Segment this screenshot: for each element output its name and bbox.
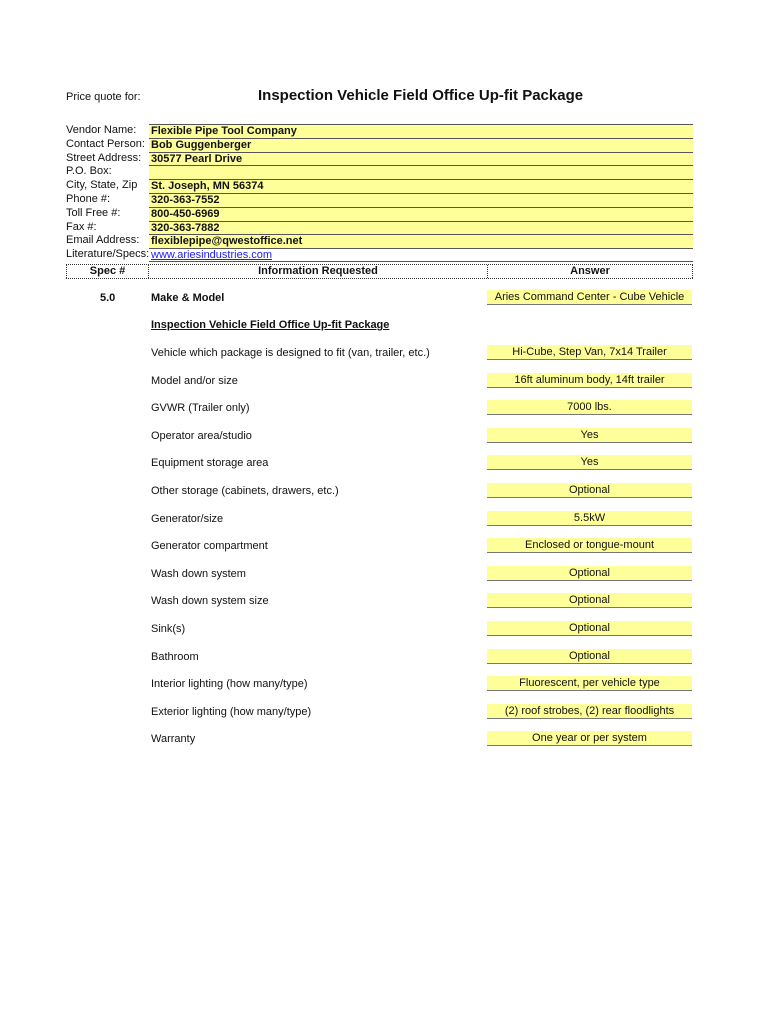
answer-column-header: Answer (488, 265, 693, 278)
vendor-row-city (66, 179, 693, 193)
item-answer-field[interactable]: Optional (487, 621, 692, 636)
fax-field[interactable]: 320-363-7882 (149, 221, 693, 235)
make-model-answer[interactable]: Aries Command Center - Cube Vehicle (487, 290, 692, 305)
table-header-row (66, 264, 693, 279)
item-answer-field[interactable]: 16ft aluminum body, 14ft trailer (487, 373, 692, 388)
list-item (0, 366, 770, 394)
list-item (0, 504, 770, 532)
item-answer-field[interactable]: Fluorescent, per vehicle type (487, 676, 692, 691)
vendor-row-literature (66, 248, 693, 262)
info-column-header: Information Requested (149, 265, 488, 278)
vendor-name-label: Vendor Name: (66, 124, 137, 136)
vendor-row-pobox (66, 165, 693, 179)
item-answer-field[interactable]: Optional (487, 593, 692, 608)
item-label: Other storage (cabinets, drawers, etc.) (151, 484, 339, 497)
section-title: Inspection Vehicle Field Office Up-fit Package (151, 319, 390, 331)
list-item (0, 724, 770, 752)
spec-column-header: Spec # (66, 265, 149, 278)
list-item (0, 559, 770, 587)
list-item (0, 338, 770, 366)
vendor-row-tollfree (66, 207, 693, 221)
item-label: Vehicle which package is designed to fit (van, trailer, etc.) (151, 347, 430, 359)
item-label: Operator area/studio (151, 429, 252, 442)
item-answer-field[interactable]: Optional (487, 566, 692, 581)
list-item (0, 393, 770, 421)
make-model-label: Make & Model (151, 292, 225, 304)
item-answer-field[interactable]: (2) roof strobes, (2) rear floodlights (487, 704, 692, 719)
price-quote-label: Price quote for: (66, 91, 141, 103)
item-answer-field[interactable]: Optional (487, 649, 692, 664)
item-answer-field[interactable]: 7000 lbs. (487, 400, 692, 415)
list-item (0, 642, 770, 670)
item-label: GVWR (Trailer only) (151, 402, 250, 415)
item-label: Equipment storage area (151, 457, 269, 470)
list-item (0, 421, 770, 449)
item-label: Generator compartment (151, 540, 268, 553)
vendor-info-table (66, 124, 693, 262)
vendor-row-email (66, 234, 693, 248)
requirements-list (0, 338, 770, 752)
street-address-label: Street Address: (66, 151, 142, 164)
item-label: Sink(s) (151, 622, 186, 635)
item-label: Exterior lighting (how many/type) (151, 705, 312, 718)
toll-free-label: Toll Free #: (66, 206, 121, 219)
list-item (0, 697, 770, 725)
fax-label: Fax #: (66, 220, 97, 233)
email-label: Email Address: (66, 234, 140, 247)
vendor-name-field[interactable]: Flexible Pipe Tool Company (149, 124, 693, 138)
item-label: Wash down system (151, 567, 246, 580)
city-state-zip-field[interactable]: St. Joseph, MN 56374 (149, 179, 693, 193)
literature-link[interactable]: www.ariesindustries.com (149, 248, 693, 262)
list-item (0, 586, 770, 614)
list-item (0, 614, 770, 642)
vendor-row-contact (66, 138, 693, 152)
item-label: Generator/size (151, 512, 224, 525)
po-box-field[interactable] (149, 165, 693, 179)
item-answer-field[interactable]: One year or per system (487, 731, 692, 746)
document-title: Inspection Vehicle Field Office Up-fit Package (258, 87, 584, 104)
list-item (0, 669, 770, 697)
literature-label: Literature/Specs: (66, 248, 150, 261)
toll-free-field[interactable]: 800-450-6969 (149, 207, 693, 221)
item-answer-field[interactable]: Yes (487, 428, 692, 443)
city-state-zip-label: City, State, Zip (66, 179, 138, 192)
list-item (0, 448, 770, 476)
email-field[interactable]: flexiblepipe@qwestoffice.net (149, 234, 693, 248)
item-answer-field[interactable]: Optional (487, 483, 692, 498)
item-label: Warranty (151, 733, 196, 746)
spec-number: 5.0 (100, 292, 116, 304)
contact-person-label: Contact Person: (66, 137, 145, 150)
street-address-field[interactable]: 30577 Pearl Drive (149, 152, 693, 166)
contact-person-field[interactable]: Bob Guggenberger (149, 138, 693, 152)
phone-label: Phone #: (66, 192, 111, 205)
vendor-row-name (66, 124, 693, 138)
item-label: Model and/or size (151, 374, 238, 387)
list-item (0, 531, 770, 559)
vendor-row-fax (66, 221, 693, 235)
item-label: Interior lighting (how many/type) (151, 678, 308, 691)
item-answer-field[interactable]: Hi-Cube, Step Van, 7x14 Trailer (487, 345, 692, 360)
list-item (0, 476, 770, 504)
item-label: Bathroom (151, 650, 199, 663)
phone-field[interactable]: 320-363-7552 (149, 193, 693, 207)
item-label: Wash down system size (151, 595, 269, 608)
item-answer-field[interactable]: Yes (487, 455, 692, 470)
vendor-row-street (66, 152, 693, 166)
po-box-label: P.O. Box: (66, 165, 112, 178)
vendor-row-phone (66, 193, 693, 207)
item-answer-field[interactable]: 5.5kW (487, 511, 692, 526)
item-answer-field[interactable]: Enclosed or tongue-mount (487, 538, 692, 553)
